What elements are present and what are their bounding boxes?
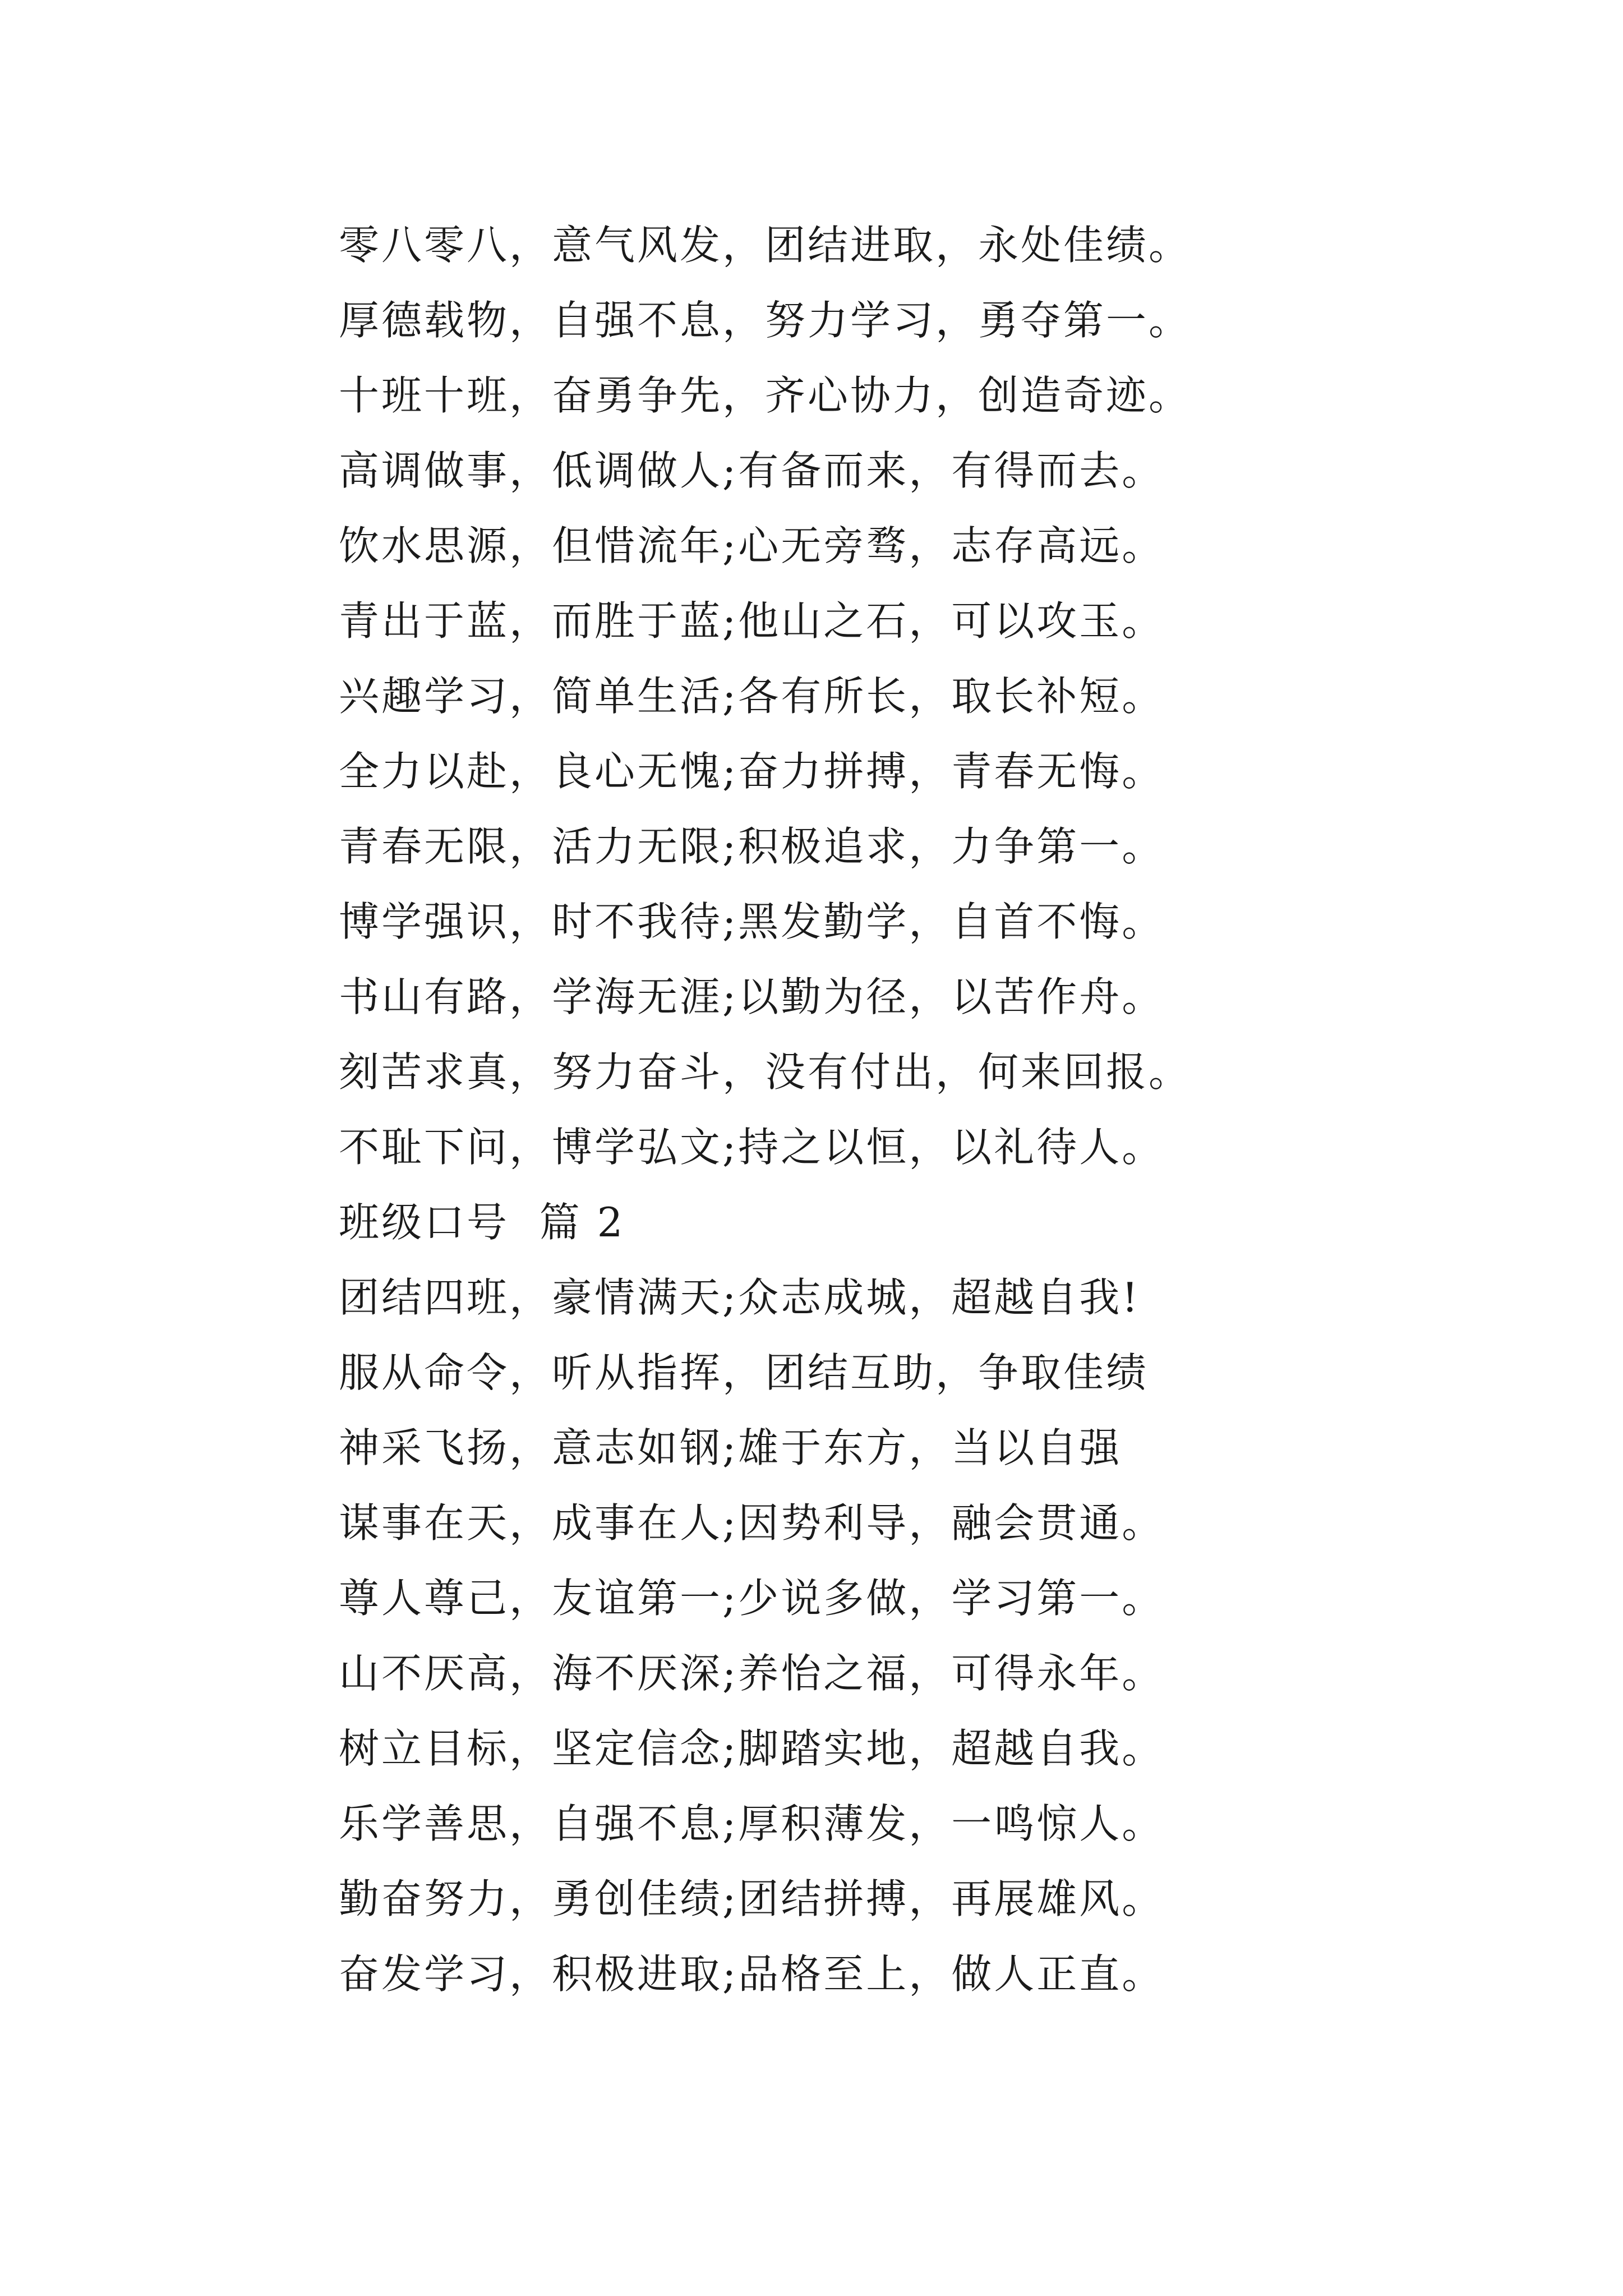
slogan-line: 山不厌高，海不厌深;养怡之福，可得永年。	[339, 1650, 1165, 1697]
slogan-line: 乐学善思，自强不息;厚积薄发，一鸣惊人。	[339, 1800, 1165, 1847]
slogan-line: 十班十班，奋勇争先，齐心协力，创造奇迹。	[339, 372, 1192, 419]
slogan-line: 高调做事，低调做人;有备而来，有得而去。	[339, 447, 1165, 494]
slogan-line: 不耻下问，博学弘文;持之以恒，以礼待人。	[339, 1124, 1165, 1171]
slogan-line: 奋发学习，积极进取;品格至上，做人正直。	[339, 1950, 1165, 1998]
slogan-line: 博学强识，时不我待;黑发勤学，自首不悔。	[339, 898, 1165, 945]
slogan-line: 勤奋努力，勇创佳绩;团结拼搏，再展雄风。	[339, 1875, 1165, 1922]
slogan-line: 饮水思源，但惜流年;心无旁骛，志存高远。	[339, 522, 1165, 569]
slogan-line: 全力以赴，良心无愧;奋力拼搏，青春无悔。	[339, 748, 1165, 795]
slogan-line: 服从命令，听从指挥，团结互助，争取佳绩	[339, 1349, 1149, 1396]
slogan-line: 神采飞扬，意志如钢;雄于东方，当以自强	[339, 1424, 1122, 1471]
slogan-line: 青出于蓝，而胜于蓝;他山之石，可以攻玉。	[339, 597, 1165, 645]
slogan-line: 刻苦求真，努力奋斗，没有付出，何来回报。	[339, 1048, 1192, 1096]
slogan-line: 零八零八，意气风发，团结进取，永处佳绩。	[339, 222, 1192, 269]
slogan-line: 青春无限，活力无限;积极追求，力争第一。	[339, 823, 1165, 870]
slogan-line: 书山有路，学海无涯;以勤为径，以苦作舟。	[339, 973, 1165, 1020]
slogan-line: 树立目标，坚定信念;脚踏实地，超越自我。	[339, 1725, 1165, 1772]
slogan-line: 尊人尊己，友谊第一;少说多做，学习第一。	[339, 1575, 1165, 1622]
section-heading: 班级口号 篇 2	[339, 1199, 625, 1246]
slogan-line: 厚德载物，自强不息，努力学习，勇夺第一。	[339, 297, 1192, 344]
slogan-line: 团结四班，豪情满天;众志成城，超越自我!	[339, 1274, 1141, 1321]
document-body	[339, 208, 1516, 2012]
slogan-line: 兴趣学习，简单生活;各有所长，取长补短。	[339, 673, 1165, 720]
slogan-line: 谋事在天，成事在人;因势利导，融会贯通。	[339, 1499, 1165, 1547]
